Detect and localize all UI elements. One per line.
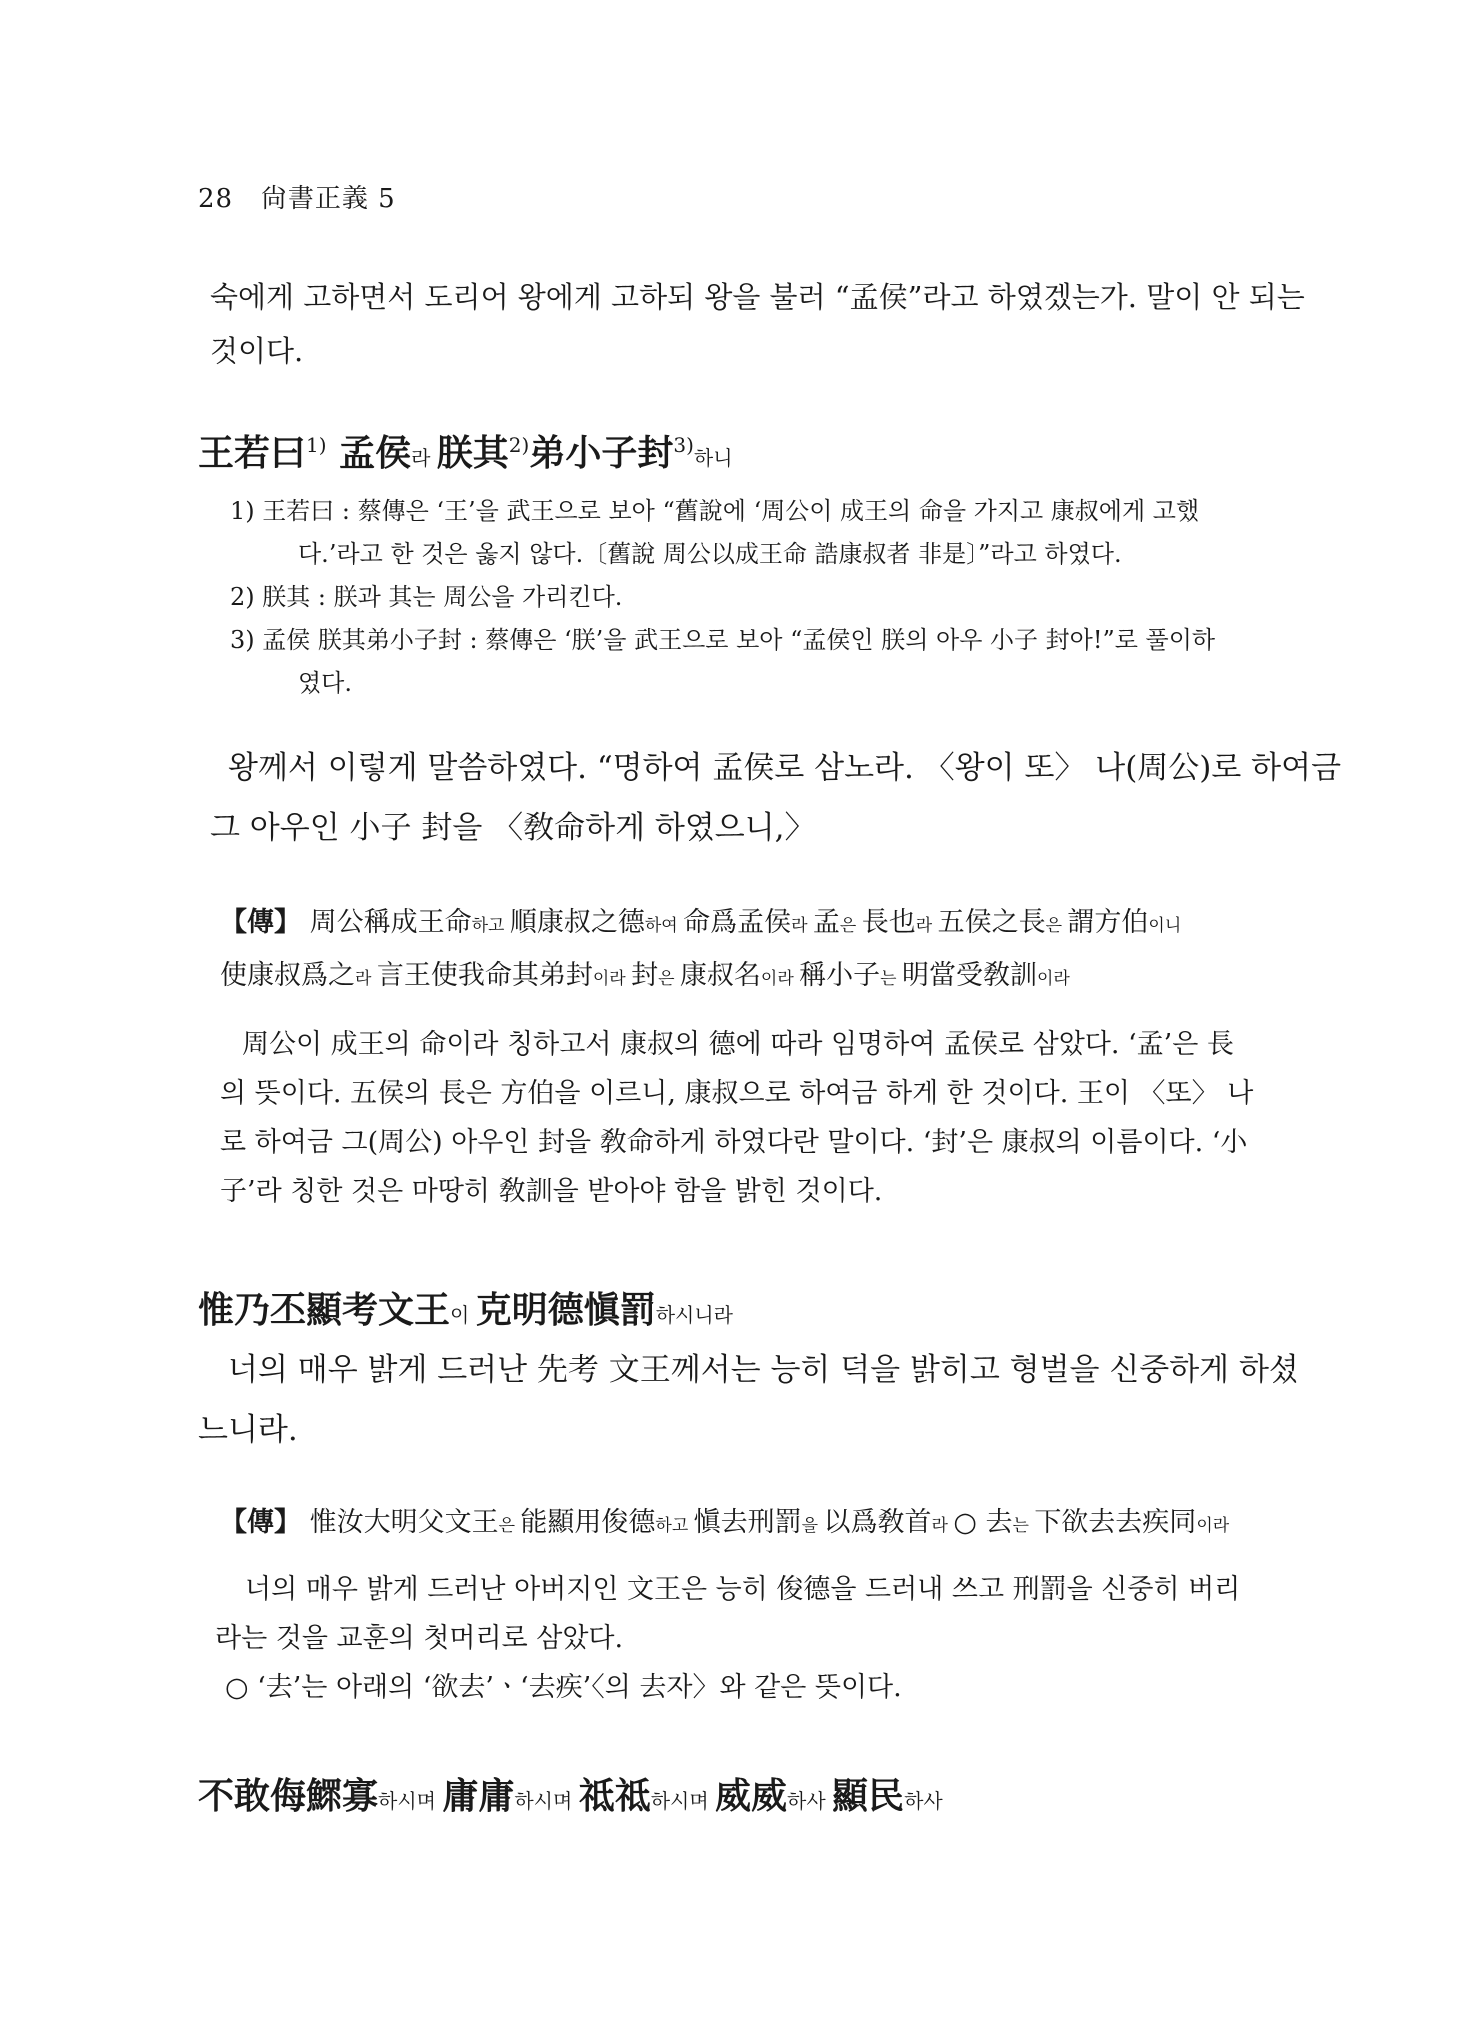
commentary-translation-2: 너의 매우 밝게 드러난 아버지인 文王은 능히 俊德을 드러내 쓰고 刑罰을 신중히 버리 라는 것을 교훈의 첫머리로 삼았다. ○ ‘去’는 아래의 ‘欲去’ㆍ‘去疾’〈의 去자〉와 같은 뜻이다. [215, 1574, 1241, 1703]
commentary-translation: 周公이 成王의 命이라 칭하고서 康叔의 德에 따라 임명하여 孟侯로 삼았다. ‘孟’은 長 의 뜻이다. 五侯의 長은 方伯을 이르니, 康叔으로 하여금 하게 한 것이다. 王이 〈또〉 나 로 하여금 그(周公) 아우인 封을 敎命하게 하였다란 말이다. ‘封’은 康叔의 이름이다. ‘小 子’라 칭한 것은 마땅히 敎訓을 받아야 함을 밝힌 것이다. [220, 1029, 1254, 1207]
footnote-3-cont: 였다. [298, 669, 352, 697]
commentary-paragraph-2 [220, 1498, 1229, 1551]
page-number: 28 [198, 184, 234, 214]
footnote-1: 1) 王若曰 : 蔡傳은 ‘王’을 武王으로 보아 “舊說에 ‘周公이 成王의 命을 가지고 康叔에게 고했 [230, 497, 1200, 525]
footnote-1-cont: 다.’라고 한 것은 옳지 않다.〔舊說 周公以成王命 誥康叔者 非是〕”라고 하였다. [298, 540, 1122, 568]
translation-paragraph: 왕께서 이렇게 말씀하였다. “명하여 孟侯로 삼노라. 〈왕이 또〉 나(周公)로 하여금 그 아우인 小子 封을 〈敎命하게 하였으니,〉 [210, 750, 1342, 846]
classic-text-heading-2: 惟乃丕顯考文王이 克明德愼罰하시니라 [198, 1289, 733, 1331]
footnote-2: 2) 朕其 : 朕과 其는 周公을 가리킨다. [230, 583, 623, 611]
translation-paragraph-2: 너의 매우 밝게 드러난 先考 文王께서는 능히 덕을 밝히고 형벌을 신중하게 하셨 느니라. [198, 1352, 1299, 1448]
intro-paragraph [210, 270, 1305, 378]
footnote-3: 3) 孟侯 朕其弟小子封 : 蔡傳은 ‘朕’을 武王으로 보아 “孟侯인 朕의 아우 小子 封아!”로 풀이하 [230, 626, 1216, 654]
classic-text-heading: 王若曰$^{1)}$ 孟侯라 朕其$^{2)}$弟小子封$^{3)}$하니 [198, 432, 733, 474]
running-header [198, 178, 396, 215]
book-title: 尙書正義 5 [260, 184, 396, 214]
classic-text-heading-3: 不敢侮鰥寡하시며 庸庸하시며 祗祗하시며 威威하사 顯民하사 [198, 1775, 943, 1817]
footnotes [230, 490, 1215, 705]
commentary-paragraph [220, 898, 1181, 1004]
intro-line: 숙에게 고하면서 도리어 왕에게 고하되 왕을 불러 “孟侯”라고 하였겠는가. 말이 안 되는 [210, 280, 1305, 314]
commentary-line: 【傳】 惟汝大明父文王은 能顯用俊德하고 愼去刑罰을 以爲敎首라 ○ 去는 下欲去去疾同이라 [220, 1507, 1230, 1538]
intro-line: 것이다. [210, 334, 304, 368]
commentary-line: 使康叔爲之라 言王使我命其弟封이라 封은 康叔名이라 稱小子는 明當受敎訓이라 [220, 960, 1070, 991]
commentary-line: 【傳】 周公稱成王命하고 順康叔之德하여 命爲孟侯라 孟은 長也라 五侯之長은 謂方伯이니 [220, 907, 1182, 938]
